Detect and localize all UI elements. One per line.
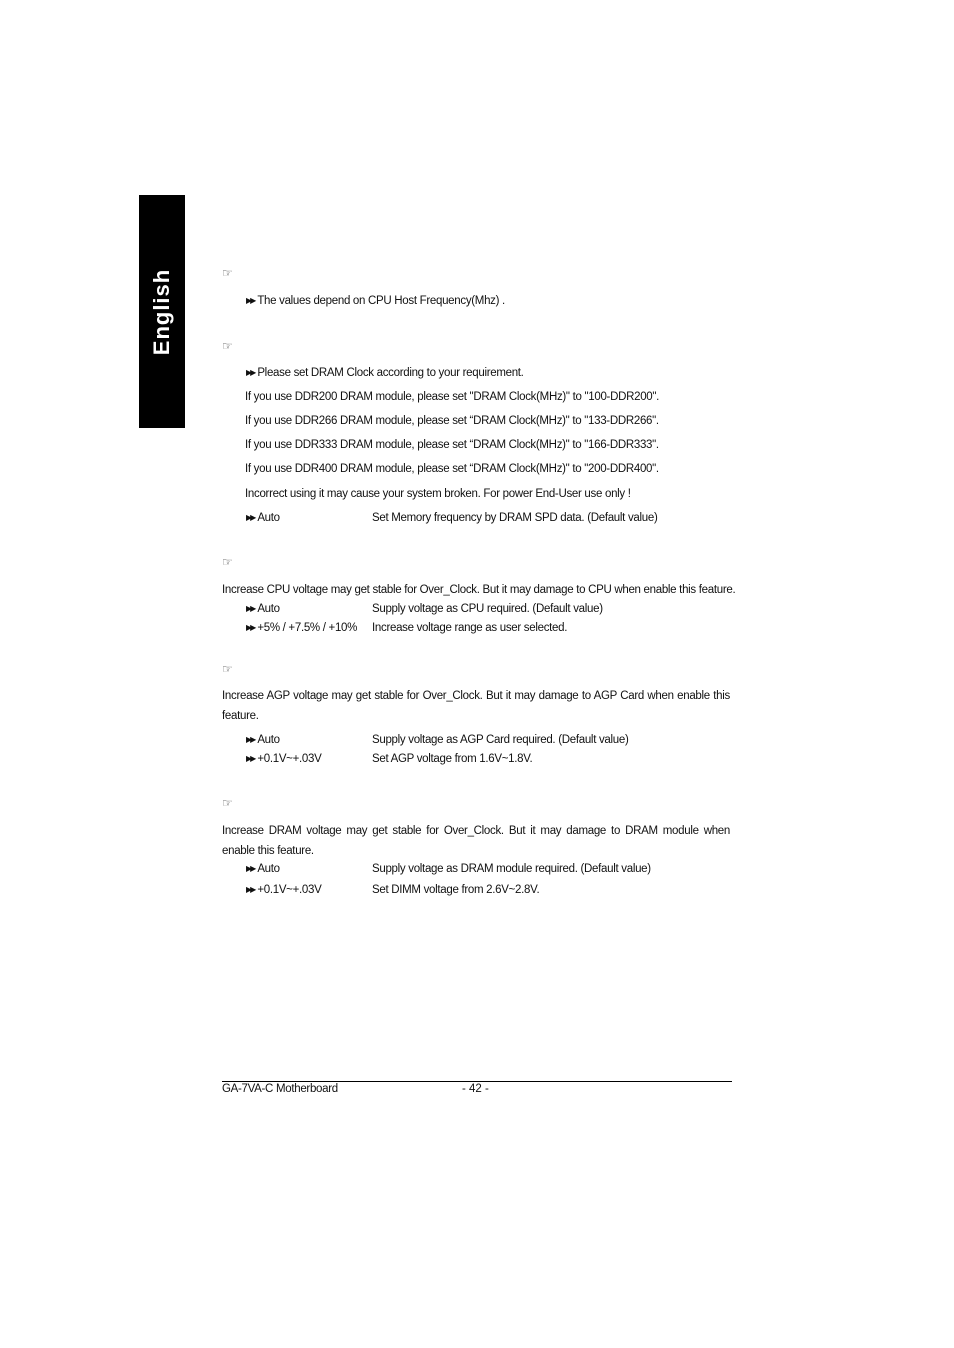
option-key-text: Auto bbox=[257, 863, 280, 875]
info-line: If you use DDR200 DRAM module, please set "DRAM Clock(MHz)" to "100-DDR200". bbox=[245, 391, 660, 403]
info-line: If you use DDR333 DRAM module, please set “DRAM Clock(MHz)" to "166-DDR333". bbox=[245, 439, 659, 451]
option-key bbox=[246, 603, 280, 615]
option-key bbox=[246, 734, 280, 746]
option-description: Supply voltage as AGP Card required. (Default value) bbox=[372, 734, 629, 746]
section1-text: The values depend on CPU Host Frequency(Mhz) . bbox=[257, 295, 505, 307]
pointing-hand-icon: ☞ bbox=[222, 339, 233, 353]
pointing-hand-icon: ☞ bbox=[222, 796, 233, 810]
option-description: Set DIMM voltage from 2.6V~2.8V. bbox=[372, 884, 540, 896]
double-arrow-icon: ▶▶ bbox=[246, 754, 255, 763]
option-key-text: Auto bbox=[257, 603, 280, 615]
option-key bbox=[246, 622, 357, 634]
footer-page-number: - 42 - bbox=[462, 1083, 489, 1095]
option-key-text: +0.1V~+.03V bbox=[257, 753, 322, 765]
option-description: Set AGP voltage from 1.6V~1.8V. bbox=[372, 753, 533, 765]
double-arrow-icon: ▶▶ bbox=[246, 513, 255, 522]
option-key bbox=[246, 863, 280, 875]
option-key-text: +0.1V~+.03V bbox=[257, 884, 322, 896]
option-key bbox=[246, 753, 321, 765]
double-arrow-icon: ▶▶ bbox=[246, 368, 255, 377]
section5-paragraph: Increase DRAM voltage may get stable for Over_Clock. But it may damage to DRAM module when enable this feature. bbox=[222, 825, 730, 857]
double-arrow-icon: ▶▶ bbox=[246, 604, 255, 613]
warning-line: Incorrect using it may cause your system broken. For power End-User use only ! bbox=[245, 488, 631, 500]
option-key bbox=[246, 512, 280, 524]
pointing-hand-icon: ☞ bbox=[222, 662, 233, 676]
info-line: If you use DDR266 DRAM module, please set “DRAM Clock(MHz)" to "133-DDR266". bbox=[245, 415, 659, 427]
double-arrow-icon: ▶▶ bbox=[246, 296, 255, 305]
language-tab-label: English bbox=[149, 268, 174, 355]
option-description: Increase voltage range as user selected. bbox=[372, 622, 568, 634]
option-key-text: +5% / +7.5% / +10% bbox=[257, 622, 358, 634]
section2-intro: Please set DRAM Clock according to your requirement. bbox=[257, 367, 524, 379]
section4-paragraph: Increase AGP voltage may get stable for Over_Clock. But it may damage to AGP Card when enable this feature. bbox=[222, 690, 730, 722]
option-key bbox=[246, 884, 321, 896]
info-line: If you use DDR400 DRAM module, please set “DRAM Clock(MHz)" to "200-DDR400". bbox=[245, 463, 659, 475]
option-description: Set Memory frequency by DRAM SPD data. (Default value) bbox=[372, 512, 658, 524]
pointing-hand-icon: ☞ bbox=[222, 266, 233, 280]
option-key-text: Auto bbox=[257, 734, 280, 746]
double-arrow-icon: ▶▶ bbox=[246, 885, 255, 894]
double-arrow-icon: ▶▶ bbox=[246, 623, 255, 632]
section3-paragraph: Increase CPU voltage may get stable for Over_Clock. But it may damage to CPU when enable this feature. bbox=[222, 584, 736, 596]
option-line bbox=[246, 295, 505, 307]
double-arrow-icon: ▶▶ bbox=[246, 864, 255, 873]
footer-product-name: GA-7VA-C Motherboard bbox=[222, 1083, 338, 1095]
option-key-text: Auto bbox=[257, 512, 280, 524]
option-description: Supply voltage as CPU required. (Default value) bbox=[372, 603, 603, 615]
language-side-tab bbox=[139, 195, 185, 428]
option-description: Supply voltage as DRAM module required. (Default value) bbox=[372, 863, 651, 875]
footer-divider bbox=[222, 1081, 732, 1082]
pointing-hand-icon: ☞ bbox=[222, 555, 233, 569]
option-line bbox=[246, 367, 524, 379]
double-arrow-icon: ▶▶ bbox=[246, 735, 255, 744]
